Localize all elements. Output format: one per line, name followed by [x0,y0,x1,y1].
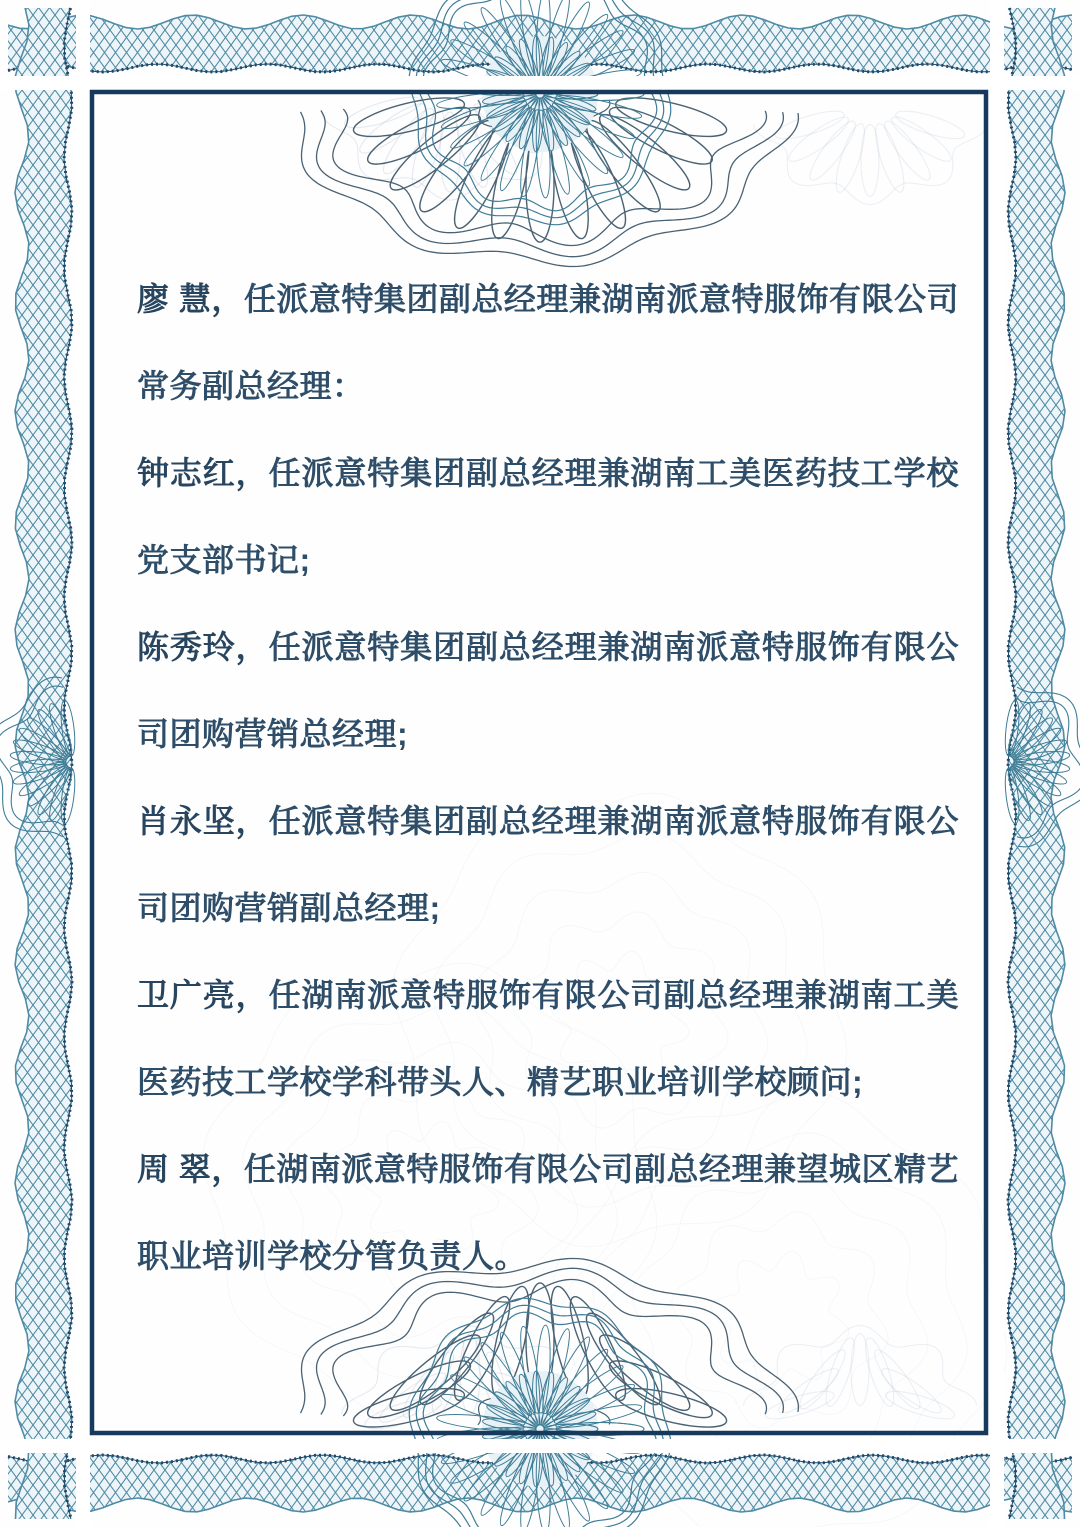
appointment-text: 任派意特集团副总经理兼湖南派意特服饰有限公 [268,629,959,665]
appointee-name: 陈秀玲， [137,629,269,665]
appointment-line: 常务副总经理： [137,368,365,404]
appointment-line [137,256,959,343]
appointment-line: 职业培训学校分管负责人。 [137,1238,528,1274]
appointment-text: 任派意特集团副总经理兼湖南工美医药技工学校 [268,455,959,491]
appointee-entry [137,778,959,952]
appointment-line [137,778,959,865]
appointee-name: 周 翠， [137,1151,244,1187]
appointment-line: 党支部书记; [137,542,311,578]
appointment-line [137,952,959,1039]
appointment-line [137,1126,959,1213]
appointment-line: 司团购营销副总经理; [137,890,441,926]
appointment-line [137,430,959,517]
appointment-text: 任派意特集团副总经理兼湖南派意特服饰有限公 [268,803,959,839]
appointment-text: 任湖南派意特服饰有限公司副总经理兼望城区精艺 [243,1151,959,1187]
appointment-text: 任派意特集团副总经理兼湖南派意特服饰有限公司 [243,281,959,317]
appointment-text: 任湖南派意特服饰有限公司副总经理兼湖南工美 [268,977,959,1013]
appointee-name: 廖 慧， [137,281,244,317]
appointee-entry [137,1126,959,1300]
appointee-entry [137,256,959,430]
appointee-name: 肖永坚， [137,803,269,839]
appointee-name: 钟志红， [137,455,269,491]
appointee-name: 卫广亮， [137,977,269,1013]
appointment-line [137,604,959,691]
appointment-line: 司团购营销总经理; [137,716,409,752]
appointment-line: 医药技工学校学科带头人、精艺职业培训学校顾问; [137,1064,864,1100]
appointee-entry [137,430,959,604]
appointment-list [137,256,959,1300]
appointee-entry [137,604,959,778]
appointee-entry [137,952,959,1126]
